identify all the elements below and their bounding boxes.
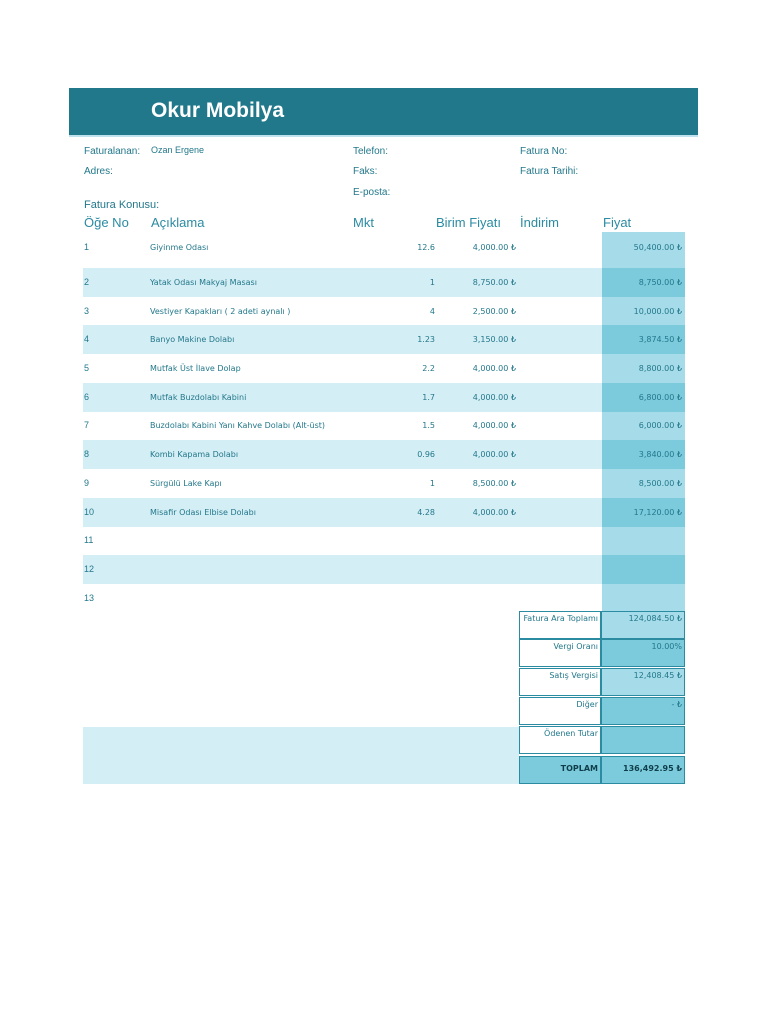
- column-header-description: Açıklama: [151, 215, 205, 230]
- item-quantity: [373, 440, 435, 469]
- item-quantity: [373, 325, 435, 354]
- item-number-text: 13: [84, 593, 95, 603]
- item-number: [84, 498, 124, 527]
- column-header-no: Öğe No: [84, 215, 129, 230]
- item-quantity: [373, 268, 435, 297]
- item-price-text: [682, 536, 685, 545]
- item-quantity-text: 0.96: [417, 450, 435, 459]
- item-number-text: 9: [84, 478, 90, 488]
- item-number-text: 2: [84, 277, 90, 287]
- column-header-unit-price: Birim Fiyatı: [436, 215, 501, 230]
- item-unit-price: [438, 354, 516, 383]
- item-price-text: [682, 594, 685, 603]
- sales-tax-value: 12,408.45 ₺: [601, 668, 685, 696]
- item-unit-price-text: 4,000.00 ₺: [472, 421, 516, 430]
- item-number: [84, 354, 124, 383]
- item-price: [602, 268, 685, 297]
- item-price-text: 3,840.00 ₺: [638, 450, 682, 459]
- subtotal-label: Fatura Ara Toplamı: [519, 611, 601, 639]
- item-description-text: Kombi Kapama Dolabı: [150, 450, 239, 459]
- total-label: TOPLAM: [519, 756, 601, 784]
- item-number-text: 10: [84, 507, 95, 517]
- summary-total: [519, 756, 685, 784]
- item-quantity: [373, 555, 435, 584]
- item-description: [150, 498, 410, 527]
- item-unit-price: [438, 555, 516, 584]
- item-description-text: Banyo Makine Dolabı: [150, 335, 235, 344]
- phone-label: Telefon:: [353, 146, 389, 157]
- fax-label: Faks:: [353, 166, 378, 177]
- item-price: [602, 469, 685, 498]
- item-price: [602, 297, 685, 326]
- paid-value: [601, 726, 685, 754]
- tax-rate-value: 10.00%: [601, 639, 685, 667]
- table-row: [83, 268, 685, 297]
- summary-sales-tax: [519, 668, 685, 696]
- item-number-text: 1: [84, 242, 90, 252]
- item-quantity: [373, 383, 435, 412]
- item-description: [150, 233, 410, 262]
- item-quantity-text: 1.7: [422, 393, 435, 402]
- table-row: [83, 297, 685, 326]
- paid-label: Ödenen Tutar: [519, 726, 601, 754]
- notes-area: [83, 727, 519, 784]
- item-unit-price: [438, 526, 516, 555]
- table-row: [83, 383, 685, 412]
- item-number-text: 12: [84, 564, 95, 574]
- table-row: [83, 233, 685, 262]
- email-label: E-posta:: [353, 187, 391, 198]
- item-price-text: 8,750.00 ₺: [638, 278, 682, 287]
- billed-to-value: Ozan Ergene: [151, 145, 205, 155]
- item-unit-price-text: 2,500.00 ₺: [472, 307, 516, 316]
- tax-rate-label: Vergi Oranı: [519, 639, 601, 667]
- table-row: [83, 354, 685, 383]
- sales-tax-label: Satış Vergisi: [519, 668, 601, 696]
- item-number: [84, 383, 124, 412]
- item-price-text: 10,000.00 ₺: [633, 307, 682, 316]
- item-price: [602, 584, 685, 613]
- item-price: [602, 411, 685, 440]
- item-unit-price: [438, 584, 516, 613]
- item-price-text: 17,120.00 ₺: [633, 508, 682, 517]
- invoice-header-banner: [69, 88, 698, 137]
- item-quantity-text: 2.2: [422, 364, 435, 373]
- item-number-text: 11: [84, 535, 94, 545]
- item-number: [84, 325, 124, 354]
- table-row: [83, 584, 685, 613]
- item-price: [602, 440, 685, 469]
- item-description: [150, 526, 410, 555]
- item-number: [84, 469, 124, 498]
- address-label: Adres:: [84, 166, 113, 177]
- item-description: [150, 325, 410, 354]
- summary-tax-rate: [519, 639, 685, 667]
- item-quantity-text: 1.23: [417, 335, 435, 344]
- item-description: [150, 440, 410, 469]
- item-number: [84, 440, 124, 469]
- item-price-text: 50,400.00 ₺: [633, 243, 682, 252]
- item-price: [602, 498, 685, 527]
- item-unit-price: [438, 498, 516, 527]
- item-price: [602, 383, 685, 412]
- item-description: [150, 268, 410, 297]
- item-price-text: 6,000.00 ₺: [638, 421, 682, 430]
- item-number: [84, 526, 124, 555]
- item-price-text: 6,800.00 ₺: [638, 393, 682, 402]
- item-number: [84, 268, 124, 297]
- item-quantity-text: 4.28: [417, 508, 435, 517]
- item-quantity-text: 12.6: [417, 243, 435, 252]
- table-row: [83, 469, 685, 498]
- item-unit-price: [438, 440, 516, 469]
- summary-paid: [519, 726, 685, 754]
- item-unit-price: [438, 297, 516, 326]
- item-unit-price: [438, 469, 516, 498]
- item-price: [602, 555, 685, 584]
- item-price-text: [682, 565, 685, 574]
- item-description: [150, 383, 410, 412]
- item-description: [150, 555, 410, 584]
- item-number-text: 6: [84, 392, 90, 402]
- item-quantity: [373, 469, 435, 498]
- column-header-price: Fiyat: [603, 215, 632, 230]
- item-quantity-text: 1.5: [422, 421, 435, 430]
- invoice-no-label: Fatura No:: [520, 146, 568, 157]
- item-unit-price: [438, 383, 516, 412]
- item-unit-price-text: 4,000.00 ₺: [472, 243, 516, 252]
- item-number-text: 4: [84, 334, 90, 344]
- billed-to-label: Faturalanan:: [84, 146, 141, 157]
- item-unit-price: [438, 325, 516, 354]
- other-value: - ₺: [601, 697, 685, 725]
- item-number: [84, 584, 124, 613]
- item-price-text: 8,800.00 ₺: [638, 364, 682, 373]
- item-price-text: 8,500.00 ₺: [638, 479, 682, 488]
- item-description: [150, 469, 410, 498]
- item-unit-price-text: 4,000.00 ₺: [472, 364, 516, 373]
- column-header-quantity: Mkt: [353, 215, 374, 230]
- item-description-text: Giyinme Odası: [150, 243, 209, 252]
- item-unit-price-text: 4,000.00 ₺: [472, 393, 516, 402]
- other-label: Diğer: [519, 697, 601, 725]
- item-number: [84, 297, 124, 326]
- item-description-text: Sürgülü Lake Kapı: [150, 479, 222, 488]
- table-row: [83, 498, 685, 527]
- item-description-text: Yatak Odası Makyaj Masası: [150, 278, 257, 287]
- summary-subtotal: [519, 611, 685, 639]
- item-description-text: Vestiyer Kapakları ( 2 adeti aynalı ): [150, 307, 291, 316]
- item-description-text: Mutfak Üst İlave Dolap: [150, 364, 241, 373]
- item-quantity: [373, 354, 435, 383]
- table-row: [83, 555, 685, 584]
- item-unit-price-text: 4,000.00 ₺: [472, 508, 516, 517]
- item-quantity-text: 1: [429, 278, 435, 287]
- item-quantity: [373, 584, 435, 613]
- item-description-text: Buzdolabı Kabini Yanı Kahve Dolabı (Alt-üst): [150, 421, 326, 430]
- subtotal-value: 124,084.50 ₺: [601, 611, 685, 639]
- item-description: [150, 411, 410, 440]
- item-unit-price-text: 4,000.00 ₺: [472, 450, 516, 459]
- item-price-text: 3,874.50 ₺: [638, 335, 682, 344]
- item-price: [602, 354, 685, 383]
- item-price: [602, 526, 685, 555]
- item-description: [150, 354, 410, 383]
- item-unit-price-text: 3,150.00 ₺: [472, 335, 516, 344]
- item-number: [84, 233, 124, 262]
- item-unit-price: [438, 268, 516, 297]
- item-quantity: [373, 297, 435, 326]
- item-unit-price: [438, 233, 516, 262]
- column-header-discount: İndirim: [520, 215, 560, 230]
- total-value: 136,492.95 ₺: [601, 756, 685, 784]
- item-description: [150, 297, 410, 326]
- item-unit-price-text: 8,500.00 ₺: [472, 479, 516, 488]
- item-quantity: [373, 498, 435, 527]
- item-quantity-text: 1: [429, 479, 435, 488]
- item-number-text: 8: [84, 449, 90, 459]
- item-number-text: 5: [84, 363, 90, 373]
- invoice-subject-label: Fatura Konusu:: [84, 199, 160, 211]
- table-row: [83, 440, 685, 469]
- invoice-date-label: Fatura Tarihi:: [520, 166, 579, 177]
- item-price: [602, 325, 685, 354]
- item-unit-price: [438, 411, 516, 440]
- item-number-text: 7: [84, 420, 90, 430]
- item-quantity: [373, 526, 435, 555]
- item-quantity-text: 4: [429, 307, 435, 316]
- item-price: [602, 233, 685, 262]
- item-number: [84, 555, 124, 584]
- company-name: Okur Mobilya: [151, 99, 285, 122]
- item-unit-price-text: 8,750.00 ₺: [472, 278, 516, 287]
- table-row: [83, 325, 685, 354]
- item-quantity: [373, 411, 435, 440]
- table-row: [83, 411, 685, 440]
- item-quantity: [373, 233, 435, 262]
- item-number: [84, 411, 124, 440]
- summary-other: [519, 697, 685, 725]
- item-description-text: Misafir Odası Elbise Dolabı: [150, 508, 256, 517]
- item-description: [150, 584, 410, 613]
- item-number-text: 3: [84, 306, 90, 316]
- item-description-text: Mutfak Buzdolabı Kabini: [150, 393, 247, 402]
- table-row: [83, 526, 685, 555]
